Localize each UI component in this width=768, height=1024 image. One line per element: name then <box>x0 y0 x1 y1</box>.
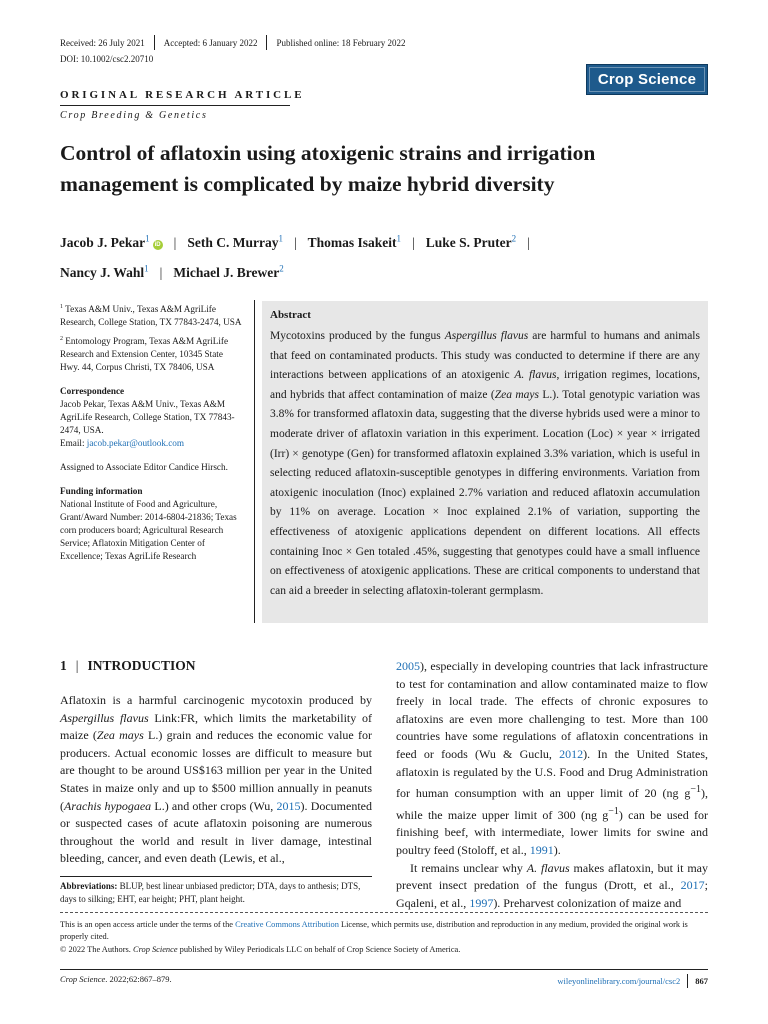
article-title: Control of aflatoxin using atoxigenic strains and irrigation management is complicated by maize hybrid diversity <box>60 141 596 196</box>
editor-note: Assigned to Associate Editor Candice Hirsch. <box>60 462 228 473</box>
abstract-box <box>262 301 708 623</box>
doi[interactable]: DOI: 10.1002/csc2.20710 <box>60 54 154 64</box>
author[interactable]: Luke S. Pruter$^2$ <box>425 233 517 250</box>
correspondence-text: Jacob Pekar, Texas A&M Univ., Texas A&M AgriLife Research, College Station, TX 77843-2474, USA. Email: jacob.pekar@outlook.com <box>60 399 235 449</box>
citation-link[interactable]: 2012 <box>559 746 584 761</box>
divider <box>60 969 708 970</box>
author[interactable]: Michael J. Brewer$^2$ <box>173 263 284 280</box>
divider: | <box>527 234 530 250</box>
license-link[interactable]: Creative Commons Attribution <box>235 920 339 929</box>
divider <box>687 974 688 988</box>
citation-link[interactable]: 2005 <box>396 659 420 673</box>
divider: | <box>173 234 177 250</box>
citation-link[interactable]: 1991 <box>529 842 554 857</box>
orcid-icon[interactable]: iD <box>154 241 161 248</box>
correspondence-heading: Correspondence <box>60 386 125 397</box>
journal-logo: Crop Science <box>586 64 708 95</box>
divider <box>60 105 290 106</box>
divider: | <box>293 234 297 250</box>
body-column-left <box>60 692 372 868</box>
author[interactable]: Seth C. Murray$^1$ <box>187 233 283 250</box>
footer-citation: Crop Science. 2022;62:867–879. <box>60 974 172 984</box>
article-type: ORIGINAL RESEARCH ARTICLE <box>60 89 305 101</box>
divider <box>60 912 708 913</box>
paragraph: Aflatoxin is a harmful carcinogenic mycotoxin produced by Aspergillus flavus Link:FR, which limits the marketability of maize (Zea mays L.) grain and reduces the economic value for producers. Actual economic losses are difficult to measure but are thought to be around US$163 million per year in the United States in maize only and up to $500 million annually in peanuts (Arachis hypogaea L.) and other crops (Wu, 2015). Documented or suspected cases of acute aflatoxin poisoning are numerous throughout the world and result in liver damage, intestinal bleeding, cancer, and even death (Lewis, et al., <box>60 693 373 866</box>
published-date: Published online: 18 February 2022 <box>276 37 406 48</box>
divider: | <box>159 265 163 280</box>
author-list <box>60 225 710 286</box>
divider <box>154 35 155 50</box>
body-column-right <box>396 658 708 912</box>
journal-url-link[interactable]: wileyonlinelibrary.com/journal/csc2 <box>557 976 681 986</box>
divider: | <box>412 234 415 250</box>
license-note: This is an open access article under the terms of the Creative Commons Attribution License, which permits use, distribution and reproduction in any medium, provided the original work is properly cited. © 2022 The Authors. Crop Science published by Wiley Periodicals LLC on behalf of Crop Science Society of America. <box>60 920 688 954</box>
abbreviations-note: Abbreviations: BLUP, best linear unbiased predictor; DTA, days to anthesis; DTS, days to silking; EHT, ear height; PHT, plant height. <box>60 881 361 904</box>
footer-right <box>540 974 708 988</box>
paragraph: 2005), especially in developing countries that lack infrastructure to test for contamination and allow contaminated maize to flow freely in local trade. The effects of chronic exposures to aflatoxins are even more challenging to test. More than 100 countries have some regulations of aflatoxin concentrations in feed or foods (Wu & Guclu, 2012). In the United States, aflatoxin is regulated by the U.S. Food and Drug Administration for human consumption with an upper limit of 20 (ng $g^{-1}$), while the maize upper limit of 300 (ng $g^{-1}$) can be used for finishing beef, with intermediate, lower limits for swine and poultry feed (Stoloff, et al., 1991). <box>396 659 708 857</box>
citation-link[interactable]: 2017 <box>680 878 705 893</box>
affiliations-column <box>60 301 244 567</box>
author[interactable]: Jacob J. Pekar$^1$iD <box>60 233 161 250</box>
section-heading: 1 | INTRODUCTION <box>60 658 196 673</box>
author[interactable]: Thomas Isakeit$^1$ <box>307 233 402 250</box>
paragraph: It remains unclear why A. flavus makes aflatoxin, but it may prevent insect predation of the fungus (Drott, et al., 2017; Gqaleni, et al., 1997). Preharvest colonization of maize and <box>396 860 709 910</box>
funding-heading: Funding information <box>60 486 143 497</box>
page-number: 867 <box>695 976 708 986</box>
email-link[interactable]: jacob.pekar@outlook.com <box>86 438 185 449</box>
section-name: Crop Breeding & Genetics <box>60 110 208 121</box>
abstract-text: Mycotoxins produced by the fungus Aspergillus flavus are harmful to humans and animals that feed on contaminated products. This study was conducted to determine if there are any interactions between applications of an atoxigenic A. flavus, irrigation regimes, locations, and hybrids that affect contamination of maize (Zea mays L.). Total genotypic variation was 3.8% for transformed aflatoxin data, suggesting that the diverse hybrids used were a minor to moderate driver of aflatoxin variation in this experiment. Location (Loc) × year × irrigated (Irr) × genotype (Gen) for transformed aflatoxin explained 3.3% variation, which is useful in selecting reduced aflatoxin-susceptible genotypes in differing environments. Variation from atoxigenic inoculation (Inoc) explained 2.7% variation and reduced aflatoxin accumulation by 11% on average. Location × Inoc explained 2.1% of variation, supporting the effectiveness of atoxigenic applications dependent on different locations. All effects containing Inoc × Gen totaled .45%, suggesting that genotypes could have a small influence on effectiveness of atoxigenic applications. These are critical components to understand that can aid a breeder in selecting aflatoxin-tolerant germplasm. <box>270 330 701 597</box>
accepted-date: Accepted: 6 January 2022 <box>163 37 258 48</box>
affiliation: $^2$ Entomology Program, Texas A&M AgriLife Research and Extension Center, 10345 State Hwy. 44, Corpus Christi, TX 78406, USA <box>60 336 229 373</box>
affiliation: $^1$ Texas A&M Univ., Texas A&M AgriLife Research, College Station, TX 77843-2474, USA <box>60 304 242 328</box>
divider <box>266 35 267 50</box>
abstract-heading: Abstract <box>270 309 311 321</box>
divider <box>60 876 372 877</box>
author[interactable]: Nancy J. Wahl$^1$ <box>60 263 149 280</box>
citation-link[interactable]: 1997 <box>469 895 494 910</box>
divider <box>254 300 255 623</box>
funding-text: National Institute of Food and Agriculture, Grant/Award Number: 2014-6804-21836; Texas corn producers board; Agricultural Research Service; Aflatoxin Mitigation Center of Excellence; Texas AgriLife Research <box>60 499 237 562</box>
received-date: Received: 26 July 2021 <box>60 37 145 48</box>
publication-dates <box>60 35 405 50</box>
citation-link[interactable]: 2015 <box>276 798 301 813</box>
